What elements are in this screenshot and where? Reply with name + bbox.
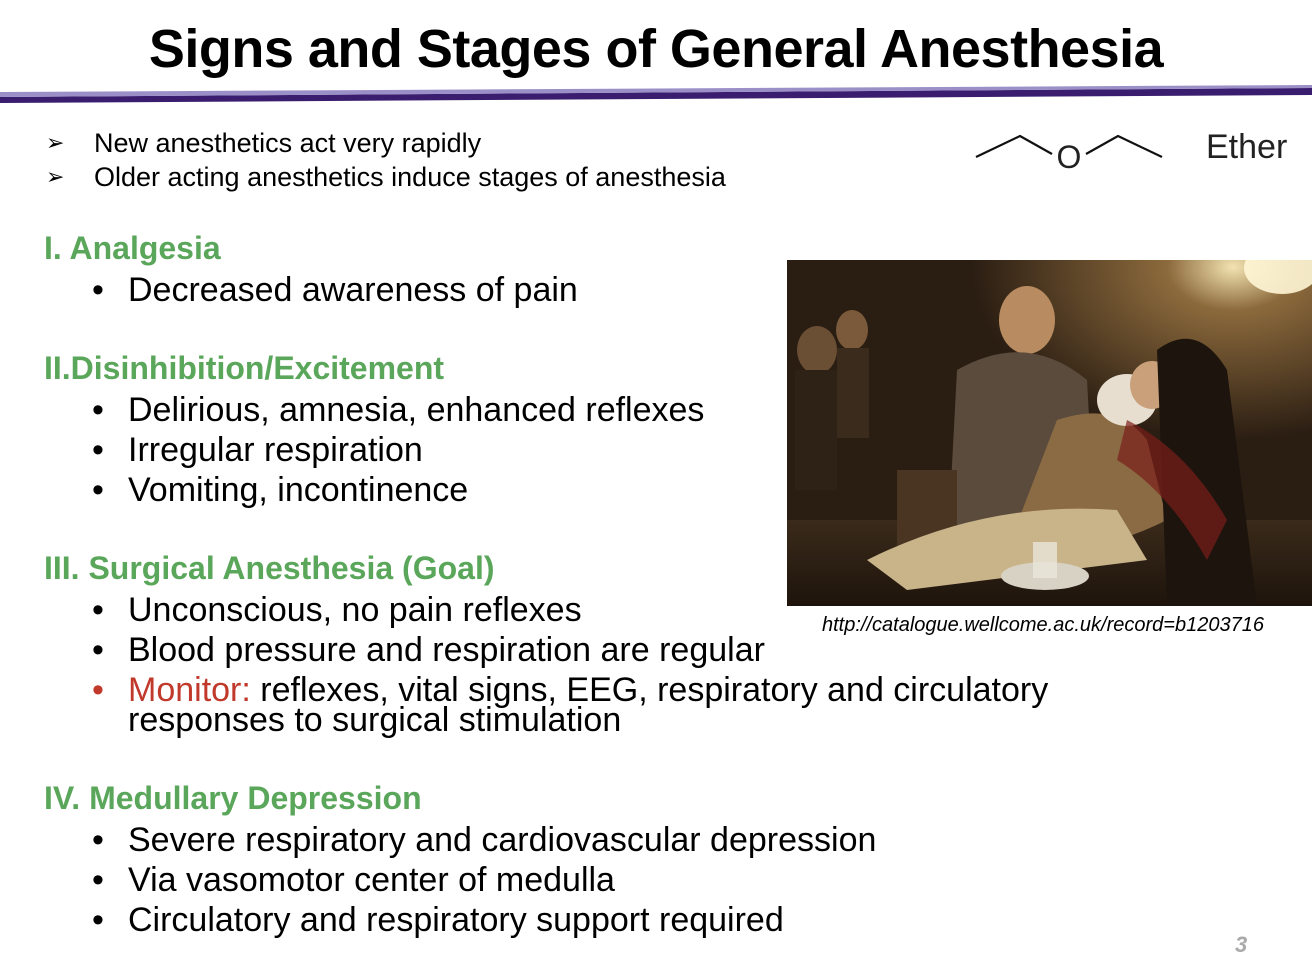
title-underline [0, 85, 1312, 105]
page-number: 3 [1235, 932, 1248, 957]
stage-heading: III. Surgical Anesthesia (Goal) [44, 550, 495, 586]
ether-anesthesia-painting [787, 260, 1312, 606]
intro-item: ➢ New anesthetics act very rapidly [46, 128, 482, 158]
stage-bullets [92, 590, 1048, 740]
arrow-bullet-icon: ➢ [46, 130, 65, 155]
stage-heading: IV. Medullary Depression [44, 780, 422, 816]
stage-bullets [92, 270, 578, 310]
intro-item: ➢ Older acting anesthetics induce stages of anesthesia [46, 162, 726, 192]
ether-structure-diagram [972, 112, 1172, 182]
ether-label: Ether [1206, 128, 1288, 166]
list-item: • Vomiting, incontinence [92, 471, 469, 509]
list-item: • Blood pressure and respiration are regular [92, 631, 765, 669]
stage-bullets [92, 820, 876, 940]
image-credit-link[interactable]: http://catalogue.wellcome.ac.uk/record=b1203716 [822, 614, 1264, 636]
list-item: • Circulatory and respiratory support required [92, 901, 784, 939]
list-item: • Severe respiratory and cardiovascular depression [92, 821, 877, 859]
monitor-label: Monitor: [128, 671, 251, 709]
oxygen-atom-label: O [1056, 139, 1082, 175]
monitor-continuation: responses to surgical stimulation [128, 701, 622, 739]
list-item: • Via vasomotor center of medulla [92, 861, 615, 899]
stage-heading: II.Disinhibition/Excitement [44, 350, 445, 386]
stage-heading: I. Analgesia [44, 230, 221, 266]
arrow-bullet-icon: ➢ [46, 164, 65, 189]
intro-list [46, 126, 726, 194]
list-item: • Delirious, amnesia, enhanced reflexes [92, 391, 705, 429]
stage-bullets [92, 390, 704, 510]
list-item: • Decreased awareness of pain [92, 271, 578, 309]
slide-title: Signs and Stages of General Anesthesia [148, 19, 1164, 79]
list-item: • Irregular respiration [92, 431, 423, 469]
monitor-item: • Monitor: reflexes, vital signs, EEG, respiratory and circulatory [92, 671, 1049, 709]
list-item: • Unconscious, no pain reflexes [92, 591, 582, 629]
